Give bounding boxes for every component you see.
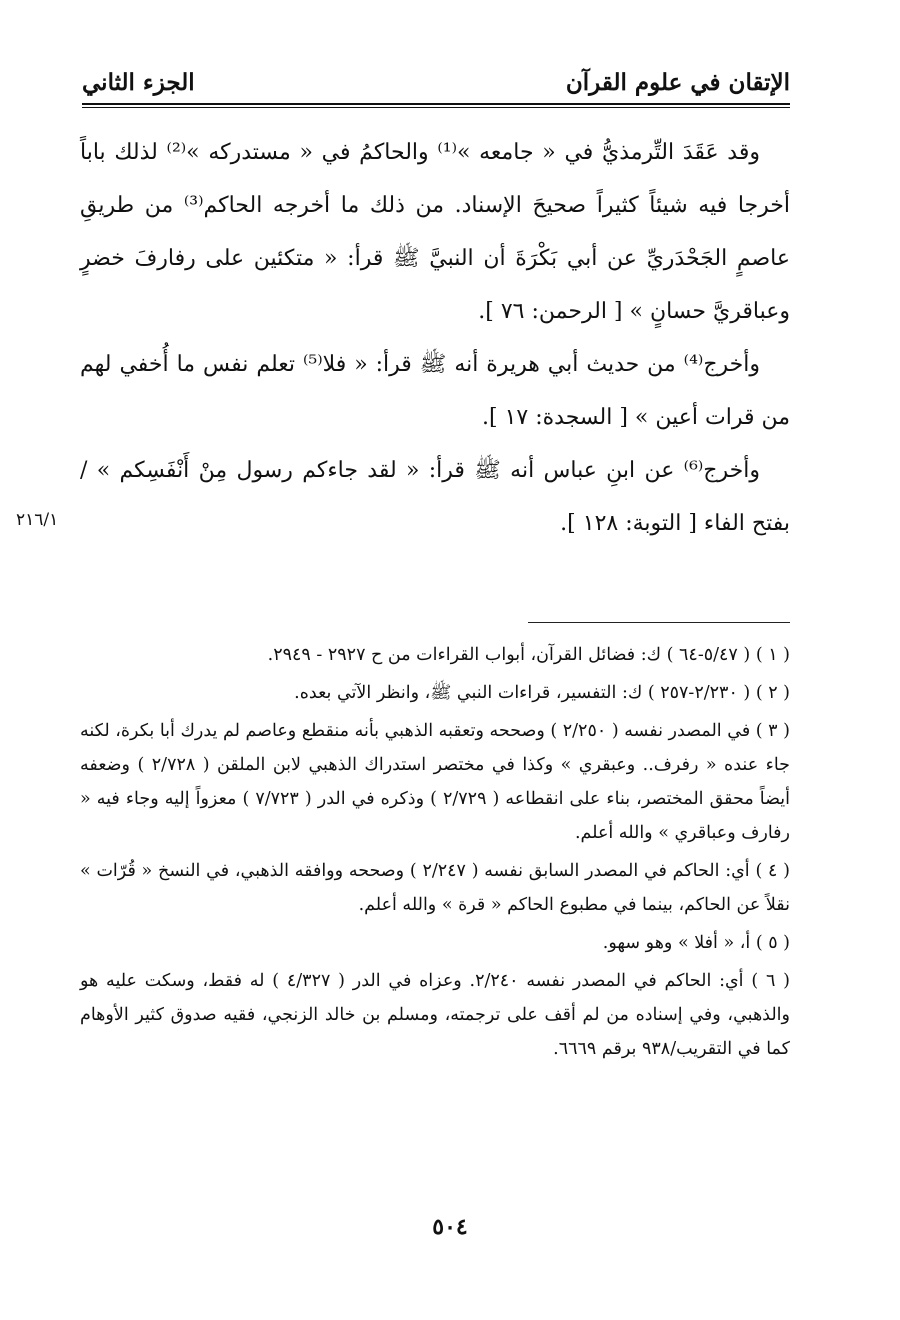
paragraph: وأخرج⁽⁶⁾ عن ابنِ عباس أنه ﷺ قرأ: « لقد جاءكم رسول مِنْ أَنْفَسِكم » / بفتح الفاء [ التوبة: ١٢٨ ]. <box>80 458 790 536</box>
footnote-separator <box>528 622 790 623</box>
footnote <box>80 926 790 960</box>
footnote-text: ( ٢/٢٣٠-٢٥٧ ) ك: التفسير، قراءات النبي ﷺ، وانظر الآتي بعده. <box>294 683 751 703</box>
footnote <box>80 676 790 710</box>
footnote <box>80 854 790 922</box>
main-text <box>80 126 790 550</box>
footnote-text: في المصدر نفسه ( ٢/٢٥٠ ) وصححه وتعقبه الذهبي بأنه منقطع وعاصم لم يدرك أبا بكرة، لكنه جاء عنده « رفرف.. وعبقري » وكذا في مختصر استدراك الذهبي لابن الملقن ( ٢/٧٢٨ ) وضعفه أيضاً محقق المختصر، بناء على انقطاعه ( ٢/٧٢٩ ) وذكره في الدر ( ٧/٧٢٣ ) معزواً إليه وجاء فيه « رفارف وعباقري » والله أعلم. <box>80 721 790 843</box>
book-title: الإتقان في علوم القرآن <box>565 69 790 96</box>
footnote-text: ( ٥/٤٧-٦٤ ) ك: فضائل القرآن، أبواب القراءات من ح ٢٩٢٧ - ٢٩٤٩. <box>267 645 751 665</box>
footnote-number: ( ٥ ) <box>755 933 790 953</box>
header-rule <box>82 103 790 108</box>
footnote-number: ( ٣ ) <box>755 721 790 741</box>
footnote-number: ( ١ ) <box>755 645 790 665</box>
footnote <box>80 638 790 672</box>
footnote <box>80 964 790 1066</box>
running-header <box>82 52 790 96</box>
footnote <box>80 714 790 850</box>
footnote-text: أي: الحاكم في المصدر السابق نفسه ( ٢/٢٤٧ ) وصححه ووافقه الذهبي، في النسخ « قُرّات » نقلاً عن الحاكم، بينما في مطبوع الحاكم « قرة » والله أعلم. <box>80 861 790 915</box>
margin-reference: ٢١٦/١ <box>16 510 59 530</box>
page-number: ٥٠٤ <box>432 1214 468 1240</box>
paragraph: وقد عَقَدَ التِّرمذيُّ في « جامعه »⁽¹⁾ والحاكمُ في « مستدركه »⁽²⁾ لذلك باباً أخرجا فيه شيئاً كثيراً صحيحَ الإسناد. من ذلك ما أخرجه الحاكم⁽³⁾ من طريقِ عاصمٍ الجَحْدَريِّ عن أبي بَكْرَةَ أن النبيَّ ﷺ قرأ: « متكئين على رفارفَ خضرٍ وعباقريَّ حسانٍ » [ الرحمن: ٧٦ ]. <box>80 140 790 324</box>
footnote-text: أي: الحاكم في المصدر نفسه ٢/٢٤٠. وعزاه في الدر ( ٤/٣٢٧ ) له فقط، وسكت عليه هو والذهبي، وفي إسناده من لم أقف على ترجمته، ومسلم بن خالد الزنجي، فقيه صدوق كثير الأوهام كما في التقريب/٩٣٨ برقم ٦٦٦٩. <box>80 971 790 1059</box>
footnote-number: ( ٦ ) <box>751 971 790 991</box>
paragraph: وأخرج⁽⁴⁾ من حديث أبي هريرة أنه ﷺ قرأ: « فلا⁽⁵⁾ تعلم نفس ما أُخفي لهم من قرات أعين » [ السجدة: ١٧ ]. <box>80 352 790 430</box>
volume-label: الجزء الثاني <box>82 69 195 96</box>
footnote-text: أ، « أفلا » وهو سهو. <box>602 933 751 953</box>
footnotes <box>80 638 790 1070</box>
footnote-number: ( ٢ ) <box>755 683 790 703</box>
footnote-number: ( ٤ ) <box>755 861 790 881</box>
